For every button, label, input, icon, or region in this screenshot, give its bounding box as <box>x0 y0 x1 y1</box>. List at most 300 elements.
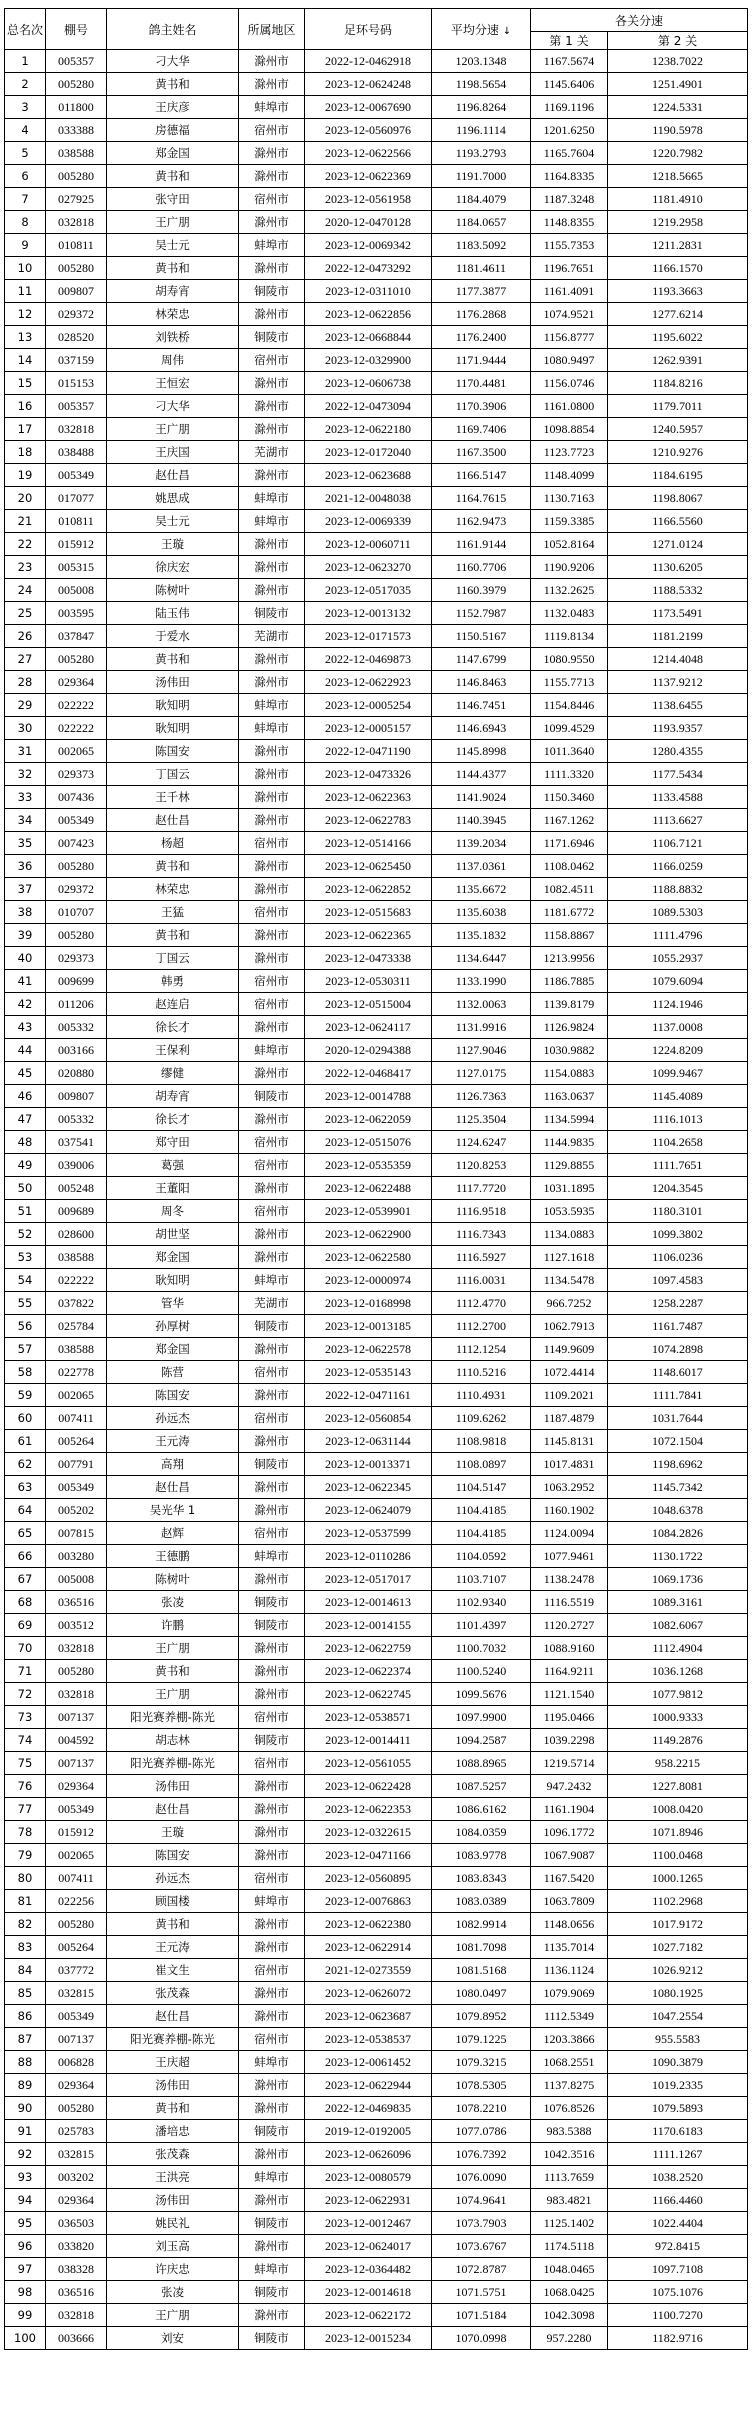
owner-cell: 赵仕昌 <box>107 1476 239 1499</box>
stage2-speed-cell: 1008.0420 <box>608 1798 748 1821</box>
table-row[interactable] <box>5 1154 748 1177</box>
stage2-speed-cell: 1137.9212 <box>608 671 748 694</box>
shed-cell: 002065 <box>46 1384 107 1407</box>
table-row[interactable] <box>5 119 748 142</box>
avg-speed-cell: 1125.3504 <box>432 1108 531 1131</box>
table-row[interactable] <box>5 2143 748 2166</box>
owner-cell: 赵仕昌 <box>107 464 239 487</box>
table-row[interactable] <box>5 648 748 671</box>
owner-cell: 王璇 <box>107 1821 239 1844</box>
shed-cell: 007436 <box>46 786 107 809</box>
header-stage-2[interactable]: 第 2 关 <box>608 32 748 50</box>
table-row[interactable] <box>5 878 748 901</box>
owner-cell: 赵仕昌 <box>107 2005 239 2028</box>
stage1-speed-cell: 1053.5935 <box>531 1200 608 1223</box>
table-row[interactable] <box>5 73 748 96</box>
sort-down-arrow-icon[interactable]: ↓ <box>502 25 512 37</box>
table-row[interactable] <box>5 2235 748 2258</box>
owner-cell: 王董阳 <box>107 1177 239 1200</box>
region-cell: 蚌埠市 <box>239 1890 305 1913</box>
table-row[interactable] <box>5 1315 748 1338</box>
ring-cell: 2023-12-0622745 <box>305 1683 432 1706</box>
avg-speed-cell: 1071.5184 <box>432 2304 531 2327</box>
region-cell: 滁州市 <box>239 1775 305 1798</box>
region-cell: 滁州市 <box>239 1016 305 1039</box>
header-region[interactable]: 所属地区 <box>239 9 305 50</box>
table-row[interactable] <box>5 2120 748 2143</box>
ring-cell: 2023-12-0624079 <box>305 1499 432 1522</box>
stage1-speed-cell: 1077.9461 <box>531 1545 608 1568</box>
rank-cell: 37 <box>5 878 46 901</box>
ring-cell: 2023-12-0624017 <box>305 2235 432 2258</box>
owner-cell: 孙远杰 <box>107 1407 239 1430</box>
table-row[interactable] <box>5 901 748 924</box>
stage1-speed-cell: 1167.5420 <box>531 1867 608 1890</box>
table-row[interactable] <box>5 2327 748 2350</box>
shed-cell: 005248 <box>46 1177 107 1200</box>
owner-cell: 王猛 <box>107 901 239 924</box>
stage1-speed-cell: 1134.5994 <box>531 1108 608 1131</box>
stage1-speed-cell: 1195.0466 <box>531 1706 608 1729</box>
stage2-speed-cell: 1130.1722 <box>608 1545 748 1568</box>
shed-cell: 032815 <box>46 2143 107 2166</box>
table-row[interactable] <box>5 2005 748 2028</box>
ring-cell: 2022-12-0469873 <box>305 648 432 671</box>
table-row[interactable] <box>5 1936 748 1959</box>
table-row[interactable] <box>5 372 748 395</box>
region-cell: 滁州市 <box>239 1821 305 1844</box>
rank-cell: 41 <box>5 970 46 993</box>
region-cell: 滁州市 <box>239 2189 305 2212</box>
ring-cell: 2023-12-0535359 <box>305 1154 432 1177</box>
table-row[interactable] <box>5 1959 748 1982</box>
region-cell: 蚌埠市 <box>239 1269 305 1292</box>
avg-speed-cell: 1198.5654 <box>432 73 531 96</box>
table-row[interactable] <box>5 1752 748 1775</box>
table-row[interactable] <box>5 510 748 533</box>
table-row[interactable] <box>5 326 748 349</box>
table-row[interactable] <box>5 832 748 855</box>
rank-cell: 61 <box>5 1430 46 1453</box>
shed-cell: 007411 <box>46 1867 107 1890</box>
shed-cell: 033820 <box>46 2235 107 2258</box>
stage1-speed-cell: 1124.0094 <box>531 1522 608 1545</box>
avg-speed-cell: 1183.5092 <box>432 234 531 257</box>
shed-cell: 038588 <box>46 1338 107 1361</box>
stage1-speed-cell: 1042.3516 <box>531 2143 608 2166</box>
stage2-speed-cell: 1211.2831 <box>608 234 748 257</box>
stage2-speed-cell: 1184.6195 <box>608 464 748 487</box>
table-row[interactable] <box>5 763 748 786</box>
rank-cell: 87 <box>5 2028 46 2051</box>
stage1-speed-cell: 1139.8179 <box>531 993 608 1016</box>
table-row[interactable] <box>5 855 748 878</box>
ring-cell: 2023-12-0622856 <box>305 303 432 326</box>
table-row[interactable] <box>5 2051 748 2074</box>
table-row[interactable] <box>5 1729 748 1752</box>
ring-cell: 2023-12-0623270 <box>305 556 432 579</box>
table-row[interactable] <box>5 1338 748 1361</box>
table-row[interactable] <box>5 1361 748 1384</box>
stage1-speed-cell: 1039.2298 <box>531 1729 608 1752</box>
ring-cell: 2023-12-0329900 <box>305 349 432 372</box>
owner-cell: 徐庆宏 <box>107 556 239 579</box>
region-cell: 蚌埠市 <box>239 234 305 257</box>
stage1-speed-cell: 1167.5674 <box>531 50 608 73</box>
stage1-speed-cell: 1068.0425 <box>531 2281 608 2304</box>
table-row[interactable] <box>5 1476 748 1499</box>
avg-speed-cell: 1072.8787 <box>432 2258 531 2281</box>
avg-speed-cell: 1166.5147 <box>432 464 531 487</box>
table-row[interactable] <box>5 1775 748 1798</box>
avg-speed-cell: 1104.0592 <box>432 1545 531 1568</box>
avg-speed-cell: 1161.9144 <box>432 533 531 556</box>
table-row[interactable] <box>5 349 748 372</box>
table-row[interactable] <box>5 740 748 763</box>
stage1-speed-cell: 1126.9824 <box>531 1016 608 1039</box>
ring-cell: 2020-12-0294388 <box>305 1039 432 1062</box>
ring-cell: 2023-12-0622900 <box>305 1223 432 1246</box>
table-row[interactable] <box>5 1269 748 1292</box>
ring-cell: 2023-12-0069339 <box>305 510 432 533</box>
stage1-speed-cell: 1148.8355 <box>531 211 608 234</box>
ring-cell: 2023-12-0622428 <box>305 1775 432 1798</box>
header-avg-speed-label: 平均分速 <box>450 22 499 37</box>
ring-cell: 2022-12-0471190 <box>305 740 432 763</box>
avg-speed-cell: 1083.0389 <box>432 1890 531 1913</box>
ring-cell: 2023-12-0515076 <box>305 1131 432 1154</box>
table-row[interactable] <box>5 464 748 487</box>
avg-speed-cell: 1176.2868 <box>432 303 531 326</box>
ring-cell: 2022-12-0469835 <box>305 2097 432 2120</box>
stage2-speed-cell: 1111.7841 <box>608 1384 748 1407</box>
table-row[interactable] <box>5 2166 748 2189</box>
stage2-speed-cell: 1097.4583 <box>608 1269 748 1292</box>
table-row[interactable] <box>5 671 748 694</box>
table-row[interactable] <box>5 211 748 234</box>
table-row[interactable] <box>5 1867 748 1890</box>
owner-cell: 胡寿宵 <box>107 1085 239 1108</box>
shed-cell: 010811 <box>46 510 107 533</box>
stage2-speed-cell: 1224.5331 <box>608 96 748 119</box>
table-row[interactable] <box>5 533 748 556</box>
stage1-speed-cell: 1132.2625 <box>531 579 608 602</box>
rank-cell: 38 <box>5 901 46 924</box>
stage2-speed-cell: 1038.2520 <box>608 2166 748 2189</box>
owner-cell: 王广朋 <box>107 418 239 441</box>
shed-cell: 005332 <box>46 1108 107 1131</box>
header-owner[interactable]: 鸽主姓名 <box>107 9 239 50</box>
table-row[interactable] <box>5 602 748 625</box>
region-cell: 铜陵市 <box>239 280 305 303</box>
table-row[interactable] <box>5 1085 748 1108</box>
header-stage-1[interactable]: 第 1 关 <box>531 32 608 50</box>
rank-cell: 93 <box>5 2166 46 2189</box>
avg-speed-cell: 1073.7903 <box>432 2212 531 2235</box>
table-row[interactable] <box>5 2212 748 2235</box>
table-row[interactable] <box>5 1545 748 1568</box>
table-row[interactable] <box>5 1614 748 1637</box>
table-row[interactable] <box>5 257 748 280</box>
header-avg-speed[interactable] <box>432 9 531 50</box>
header-shed[interactable]: 棚号 <box>46 9 107 50</box>
table-row[interactable] <box>5 303 748 326</box>
table-row[interactable] <box>5 1568 748 1591</box>
region-cell: 滁州市 <box>239 1844 305 1867</box>
table-row[interactable] <box>5 1844 748 1867</box>
table-row[interactable] <box>5 50 748 73</box>
shed-cell: 015912 <box>46 533 107 556</box>
ring-cell: 2023-12-0005157 <box>305 717 432 740</box>
table-row[interactable] <box>5 970 748 993</box>
owner-cell: 王广朋 <box>107 1637 239 1660</box>
table-row[interactable] <box>5 1798 748 1821</box>
region-cell: 宿州市 <box>239 970 305 993</box>
table-row[interactable] <box>5 1913 748 1936</box>
table-row[interactable] <box>5 947 748 970</box>
ring-cell: 2022-12-0468417 <box>305 1062 432 1085</box>
stage2-speed-cell: 1277.6214 <box>608 303 748 326</box>
stage2-speed-cell: 1271.0124 <box>608 533 748 556</box>
shed-cell: 025784 <box>46 1315 107 1338</box>
table-row[interactable] <box>5 487 748 510</box>
header-ring[interactable]: 足环号码 <box>305 9 432 50</box>
table-row[interactable] <box>5 1522 748 1545</box>
stage1-speed-cell: 1154.8446 <box>531 694 608 717</box>
stage2-speed-cell: 1166.0259 <box>608 855 748 878</box>
avg-speed-cell: 1112.1254 <box>432 1338 531 1361</box>
avg-speed-cell: 1100.5240 <box>432 1660 531 1683</box>
avg-speed-cell: 1131.9916 <box>432 1016 531 1039</box>
region-cell: 滁州市 <box>239 257 305 280</box>
rank-cell: 85 <box>5 1982 46 2005</box>
stage2-speed-cell: 1082.6067 <box>608 1614 748 1637</box>
avg-speed-cell: 1132.0063 <box>432 993 531 1016</box>
table-row[interactable] <box>5 1499 748 1522</box>
stage2-speed-cell: 1100.0468 <box>608 1844 748 1867</box>
region-cell: 蚌埠市 <box>239 1545 305 1568</box>
rank-cell: 55 <box>5 1292 46 1315</box>
owner-cell: 王广朋 <box>107 2304 239 2327</box>
stage2-speed-cell: 1198.8067 <box>608 487 748 510</box>
avg-speed-cell: 1169.7406 <box>432 418 531 441</box>
table-row[interactable] <box>5 1108 748 1131</box>
table-row[interactable] <box>5 2258 748 2281</box>
table-row[interactable] <box>5 188 748 211</box>
rank-cell: 92 <box>5 2143 46 2166</box>
stage1-speed-cell: 1121.1540 <box>531 1683 608 1706</box>
shed-cell: 003666 <box>46 2327 107 2350</box>
stage2-speed-cell: 1177.5434 <box>608 763 748 786</box>
stage2-speed-cell: 1204.3545 <box>608 1177 748 1200</box>
stage1-speed-cell: 1072.4414 <box>531 1361 608 1384</box>
avg-speed-cell: 1100.7032 <box>432 1637 531 1660</box>
table-row[interactable] <box>5 2281 748 2304</box>
shed-cell: 029373 <box>46 763 107 786</box>
region-cell: 宿州市 <box>239 1867 305 1890</box>
avg-speed-cell: 1135.6672 <box>432 878 531 901</box>
shed-cell: 015153 <box>46 372 107 395</box>
table-row[interactable] <box>5 280 748 303</box>
owner-cell: 郑金国 <box>107 1338 239 1361</box>
table-row[interactable] <box>5 1706 748 1729</box>
table-row[interactable] <box>5 2074 748 2097</box>
stage1-speed-cell: 1129.8855 <box>531 1154 608 1177</box>
rank-cell: 78 <box>5 1821 46 1844</box>
ring-cell: 2023-12-0606738 <box>305 372 432 395</box>
stage1-speed-cell: 1109.2021 <box>531 1384 608 1407</box>
table-row[interactable] <box>5 1062 748 1085</box>
owner-cell: 黄书和 <box>107 165 239 188</box>
avg-speed-cell: 1116.9518 <box>432 1200 531 1223</box>
table-row[interactable] <box>5 1637 748 1660</box>
table-row[interactable] <box>5 1200 748 1223</box>
table-row[interactable] <box>5 1177 748 1200</box>
stage2-speed-cell: 1218.5665 <box>608 165 748 188</box>
table-row[interactable] <box>5 142 748 165</box>
table-row[interactable] <box>5 1890 748 1913</box>
table-row[interactable] <box>5 2189 748 2212</box>
ring-cell: 2023-12-0560895 <box>305 1867 432 1890</box>
table-row[interactable] <box>5 1246 748 1269</box>
ring-cell: 2023-12-0622363 <box>305 786 432 809</box>
table-row[interactable] <box>5 1039 748 1062</box>
stage1-speed-cell: 1169.1196 <box>531 96 608 119</box>
table-row[interactable] <box>5 809 748 832</box>
table-row[interactable] <box>5 1016 748 1039</box>
stage1-speed-cell: 1080.9497 <box>531 349 608 372</box>
table-row[interactable] <box>5 234 748 257</box>
owner-cell: 王元涛 <box>107 1936 239 1959</box>
rank-cell: 20 <box>5 487 46 510</box>
table-row[interactable] <box>5 1453 748 1476</box>
avg-speed-cell: 1088.8965 <box>432 1752 531 1775</box>
shed-cell: 029373 <box>46 947 107 970</box>
table-row[interactable] <box>5 1821 748 1844</box>
table-row[interactable] <box>5 441 748 464</box>
table-row[interactable] <box>5 717 748 740</box>
stage2-speed-cell: 1214.4048 <box>608 648 748 671</box>
rank-cell: 65 <box>5 1522 46 1545</box>
owner-cell: 于爱水 <box>107 625 239 648</box>
shed-cell: 006828 <box>46 2051 107 2074</box>
table-row[interactable] <box>5 2097 748 2120</box>
table-row[interactable] <box>5 395 748 418</box>
stage2-speed-cell: 1047.2554 <box>608 2005 748 2028</box>
table-row[interactable] <box>5 2304 748 2327</box>
region-cell: 滁州市 <box>239 1384 305 1407</box>
owner-cell: 汤伟田 <box>107 671 239 694</box>
stage2-speed-cell: 1022.4404 <box>608 2212 748 2235</box>
shed-cell: 005349 <box>46 464 107 487</box>
ring-cell: 2023-12-0364482 <box>305 2258 432 2281</box>
region-cell: 滁州市 <box>239 165 305 188</box>
table-row[interactable] <box>5 1407 748 1430</box>
avg-speed-cell: 1079.8952 <box>432 2005 531 2028</box>
avg-speed-cell: 1083.9778 <box>432 1844 531 1867</box>
table-row[interactable] <box>5 1384 748 1407</box>
stage1-speed-cell: 1048.0465 <box>531 2258 608 2281</box>
table-row[interactable] <box>5 2028 748 2051</box>
stage1-speed-cell: 983.5388 <box>531 2120 608 2143</box>
stage2-speed-cell: 1116.1013 <box>608 1108 748 1131</box>
shed-cell: 032818 <box>46 418 107 441</box>
table-row[interactable] <box>5 625 748 648</box>
avg-speed-cell: 1079.1225 <box>432 2028 531 2051</box>
table-row[interactable] <box>5 96 748 119</box>
avg-speed-cell: 1094.2587 <box>432 1729 531 1752</box>
shed-cell: 003280 <box>46 1545 107 1568</box>
stage2-speed-cell: 1019.2335 <box>608 2074 748 2097</box>
table-row[interactable] <box>5 418 748 441</box>
shed-cell: 005280 <box>46 648 107 671</box>
region-cell: 滁州市 <box>239 142 305 165</box>
region-cell: 蚌埠市 <box>239 510 305 533</box>
stage1-speed-cell: 1063.7809 <box>531 1890 608 1913</box>
table-row[interactable] <box>5 1591 748 1614</box>
table-row[interactable] <box>5 1292 748 1315</box>
table-row[interactable] <box>5 694 748 717</box>
rank-cell: 34 <box>5 809 46 832</box>
region-cell: 铜陵市 <box>239 1453 305 1476</box>
rank-cell: 36 <box>5 855 46 878</box>
table-row[interactable] <box>5 993 748 1016</box>
avg-speed-cell: 1147.6799 <box>432 648 531 671</box>
table-row[interactable] <box>5 1982 748 2005</box>
shed-cell: 032818 <box>46 211 107 234</box>
rank-cell: 7 <box>5 188 46 211</box>
table-row[interactable] <box>5 556 748 579</box>
avg-speed-cell: 1167.3500 <box>432 441 531 464</box>
ring-cell: 2023-12-0538571 <box>305 1706 432 1729</box>
header-rank[interactable]: 总名次 <box>5 9 46 50</box>
owner-cell: 赵连启 <box>107 993 239 1016</box>
ring-cell: 2023-12-0622923 <box>305 671 432 694</box>
ring-cell: 2023-12-0014788 <box>305 1085 432 1108</box>
shed-cell: 036503 <box>46 2212 107 2235</box>
table-row[interactable] <box>5 165 748 188</box>
shed-cell: 005280 <box>46 924 107 947</box>
stage1-speed-cell: 947.2432 <box>531 1775 608 1798</box>
avg-speed-cell: 1103.7107 <box>432 1568 531 1591</box>
ring-cell: 2023-12-0622783 <box>305 809 432 832</box>
table-row[interactable] <box>5 1223 748 1246</box>
stage1-speed-cell: 1174.5118 <box>531 2235 608 2258</box>
table-row[interactable] <box>5 924 748 947</box>
table-row[interactable] <box>5 1660 748 1683</box>
shed-cell: 037541 <box>46 1131 107 1154</box>
avg-speed-cell: 1108.9818 <box>432 1430 531 1453</box>
shed-cell: 007137 <box>46 1752 107 1775</box>
table-row[interactable] <box>5 1131 748 1154</box>
region-cell: 滁州市 <box>239 1637 305 1660</box>
rank-cell: 13 <box>5 326 46 349</box>
region-cell: 滁州市 <box>239 2235 305 2258</box>
table-row[interactable] <box>5 1683 748 1706</box>
region-cell: 滁州市 <box>239 671 305 694</box>
stage2-speed-cell: 1099.3802 <box>608 1223 748 1246</box>
ring-cell: 2023-12-0623687 <box>305 2005 432 2028</box>
region-cell: 滁州市 <box>239 924 305 947</box>
table-row[interactable] <box>5 1430 748 1453</box>
ring-cell: 2023-12-0538537 <box>305 2028 432 2051</box>
table-row[interactable] <box>5 786 748 809</box>
region-cell: 蚌埠市 <box>239 694 305 717</box>
shed-cell: 003202 <box>46 2166 107 2189</box>
table-row[interactable] <box>5 579 748 602</box>
owner-cell: 林荣忠 <box>107 303 239 326</box>
stage2-speed-cell: 1220.7982 <box>608 142 748 165</box>
